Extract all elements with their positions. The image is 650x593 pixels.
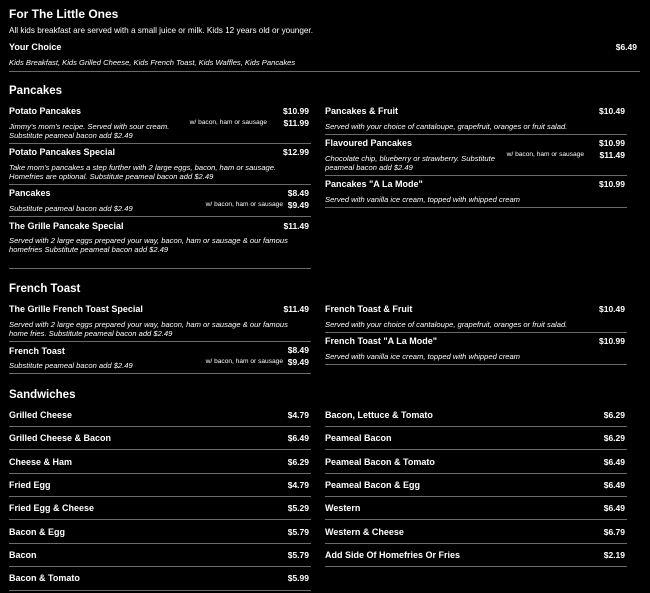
item-name: Peameal Bacon xyxy=(325,433,392,443)
item-price: $11.49 xyxy=(283,221,309,231)
item-price: $5.79 xyxy=(287,550,309,560)
item-name: Grilled Cheese & Bacon xyxy=(9,433,112,443)
divider xyxy=(9,426,311,427)
item-name: Flavoured Pancakes xyxy=(325,138,413,148)
item-variant: w/ bacon, ham or sausage xyxy=(189,119,267,126)
divider xyxy=(9,543,311,544)
divider xyxy=(325,519,627,520)
item-desc: Served with vanilla ice cream, topped with whipped cream xyxy=(325,352,521,361)
item-name: Pancakes & Fruit xyxy=(325,106,399,116)
item-price: $10.99 xyxy=(599,336,625,346)
item-price: $6.49 xyxy=(603,480,625,490)
item-price: $5.99 xyxy=(287,573,309,583)
item-name: Bacon & Egg xyxy=(9,527,66,537)
item-price: $8.49 xyxy=(287,345,309,355)
item-desc: Served with 2 large eggs prepared your way, bacon, ham or sausage & our famous home fries. Substitute peameal bacon add $2.49 xyxy=(9,320,288,339)
item-price: $6.49 xyxy=(287,433,309,443)
item-price: $10.99 xyxy=(599,138,625,148)
item-name: Bacon xyxy=(9,550,37,560)
item-desc: Substitute peameal bacon add $2.49 xyxy=(9,361,133,370)
divider xyxy=(9,473,311,474)
divider xyxy=(325,496,627,497)
item-name: Pancakes "A La Mode" xyxy=(325,179,423,189)
item-name: Potato Pancakes Special xyxy=(9,147,116,157)
item-price: $6.29 xyxy=(603,410,625,420)
item-price: $6.49 xyxy=(603,457,625,467)
item-price: $10.49 xyxy=(599,304,625,314)
divider xyxy=(9,373,311,374)
item-variant-price: $11.99 xyxy=(283,118,309,128)
item-variant-price: $9.49 xyxy=(287,200,309,210)
item-name: The Grille Pancake Special xyxy=(9,221,124,231)
divider xyxy=(9,71,640,72)
item-name: The Grille French Toast Special xyxy=(9,304,143,314)
item-name: Cheese & Ham xyxy=(9,457,73,467)
item-name: Bacon & Tomato xyxy=(9,573,80,583)
divider xyxy=(325,426,627,427)
kids-choice-desc: Kids Breakfast, Kids Grilled Cheese, Kids French Toast, Kids Waffles, Kids Pancakes xyxy=(9,58,296,67)
item-name: French Toast xyxy=(9,346,65,356)
divider xyxy=(9,590,311,591)
item-price: $11.49 xyxy=(283,304,309,314)
item-name: French Toast "A La Mode" xyxy=(325,336,438,346)
item-price: $6.79 xyxy=(603,527,625,537)
item-desc: Chocolate chip, blueberry or strawberry. Substitute peameal bacon add $2.49 xyxy=(325,154,495,173)
item-name: Bacon, Lettuce & Tomato xyxy=(325,410,433,420)
divider xyxy=(9,519,311,520)
item-variant: w/ bacon, ham or sausage xyxy=(205,201,283,208)
item-name: Western & Cheese xyxy=(325,527,404,537)
divider xyxy=(9,496,311,497)
item-price: $5.29 xyxy=(287,503,309,513)
kids-intro: All kids breakfast are served with a small juice or milk. Kids 12 years old or younger. xyxy=(9,26,313,35)
item-name: Pancakes xyxy=(9,188,51,198)
divider xyxy=(9,184,311,185)
item-price: $6.29 xyxy=(603,433,625,443)
divider xyxy=(325,332,627,333)
section-title-kids: For The Little Ones xyxy=(9,7,119,21)
item-name: Add Side Of Homefries Or Fries xyxy=(325,550,461,560)
item-name: Fried Egg xyxy=(9,480,51,490)
item-name: Peameal Bacon & Egg xyxy=(325,480,421,490)
item-price: $12.99 xyxy=(283,147,309,157)
item-name: Peameal Bacon & Tomato xyxy=(325,457,435,467)
item-price: $10.99 xyxy=(283,106,309,116)
item-variant-price: $11.49 xyxy=(599,150,625,160)
divider xyxy=(325,543,627,544)
item-price: $2.19 xyxy=(603,550,625,560)
item-variant-price: $9.49 xyxy=(287,357,309,367)
section-title-french-toast: French Toast xyxy=(9,283,81,295)
item-name: Grilled Cheese xyxy=(9,410,73,420)
item-name: Fried Egg & Cheese xyxy=(9,503,95,513)
section-title-sandwiches: Sandwiches xyxy=(9,389,76,401)
item-price: $8.49 xyxy=(287,188,309,198)
item-desc: Served with 2 large eggs prepared your way, bacon, ham or sausage & our famous homefries Substitute peameal bacon add $2.49 xyxy=(9,236,288,255)
divider xyxy=(9,449,311,450)
item-price: $4.79 xyxy=(287,410,309,420)
divider xyxy=(325,364,627,365)
item-price: $6.29 xyxy=(287,457,309,467)
item-price: $5.79 xyxy=(287,527,309,537)
item-desc: Served with your choice of cantaloupe, grapefruit, oranges or fruit salad. xyxy=(325,122,568,131)
item-desc: Take mom's pancakes a step further with 2 large eggs, bacon, ham or sausage. Homefries are optional. Substitute peameal bacon add $2.49 xyxy=(9,163,277,182)
item-name: Potato Pancakes xyxy=(9,106,82,116)
divider xyxy=(9,216,311,217)
divider xyxy=(325,566,627,567)
item-price: $10.99 xyxy=(599,179,625,189)
item-name: French Toast & Fruit xyxy=(325,304,413,314)
item-variant: w/ bacon, ham or sausage xyxy=(205,358,283,365)
divider xyxy=(325,449,627,450)
divider xyxy=(325,207,627,208)
divider xyxy=(9,268,311,269)
section-title-pancakes: Pancakes xyxy=(9,85,63,97)
item-name: Western xyxy=(325,503,361,513)
item-price: $4.79 xyxy=(287,480,309,490)
kids-choice-name: Your Choice xyxy=(9,42,62,52)
divider xyxy=(9,341,311,342)
item-desc: Served with your choice of cantaloupe, grapefruit, oranges or fruit salad. xyxy=(325,320,568,329)
item-desc: Substitute peameal bacon add $2.49 xyxy=(9,204,133,213)
item-price: $6.49 xyxy=(603,503,625,513)
item-variant: w/ bacon, ham or sausage xyxy=(506,151,584,158)
divider xyxy=(325,134,627,135)
divider xyxy=(9,143,311,144)
kids-choice-price: $6.49 xyxy=(615,42,637,52)
divider xyxy=(9,566,311,567)
item-desc: Jimmy's mom's recipe. Served with sour cream. Substitute peameal bacon add $2.49 xyxy=(9,122,170,141)
item-price: $10.49 xyxy=(599,106,625,116)
item-desc: Served with vanilla ice cream, topped with whipped cream xyxy=(325,195,521,204)
divider xyxy=(325,473,627,474)
divider xyxy=(325,175,627,176)
